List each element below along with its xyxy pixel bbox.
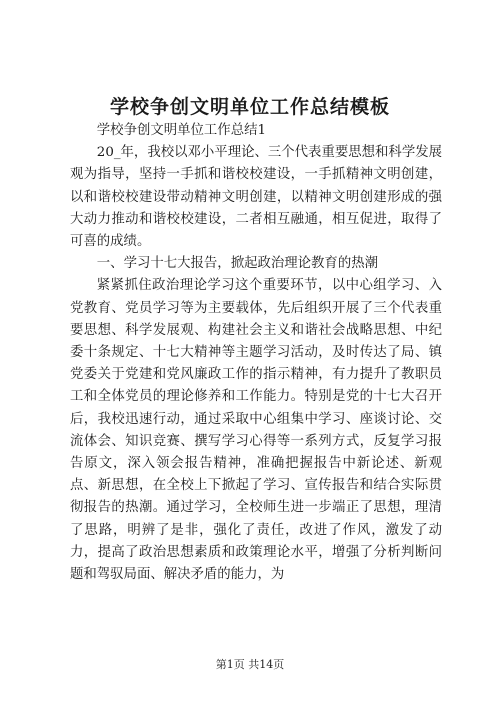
document-subtitle: 学校争创文明单位工作总结1: [96, 123, 267, 138]
paragraph-intro: 20_年，我校以邓小平理论、三个代表重要思想和科学发展观为指导，坚持一手抓和谐校校建设，一手抓精神文明创建，以和谐校校建设带动精神文明创建，以精神文明创建形成的强大动力推动和谐校校建设，二者相互融通，相互促进，取得了可喜的成绩。: [70, 145, 442, 250]
section-heading: 一、学习十七大报告，掀起政治理论教育的热潮: [96, 256, 378, 272]
page-number: 第1页 共14页: [215, 658, 285, 671]
document-title: 学校争创文明单位工作总结模板: [109, 96, 390, 118]
paragraph-study: 紧紧抓住政治理论学习这个重要环节，以中心组学习、入党教育、党员学习等为主要载体，先后组织开展了三个代表重要思想、科学发展观、构建社会主义和谐社会战略思想、中纪委十条规定、十七大精神等主题学习活动，及时传达了局、镇党委关于党建和党风廉政工作的指示精神，有力提升了教职员工和全体党员的理论修养和工作能力。特别是党的十七大召开后，我校迅速行动，通过采取中心组集中学习、座谈讨论、交流体会、知识竞赛、撰写学习心得等一系列方式，反复学习报告原文，深入领会报告精神，准确把握报告中新论述、新观点、新思想，在全校上下掀起了学习、宣传报告和结合实际贯彻报告的热潮。通过学习，全校师生进一步端正了思想，理清了思路，明辨了是非，强化了责任，改进了作风，激发了动力，提高了政治思想素质和政策理论水平，增强了分析判断问题和驾驭局面、解决矛盾的能力，为: [70, 278, 442, 583]
document-body: [70, 120, 442, 586]
